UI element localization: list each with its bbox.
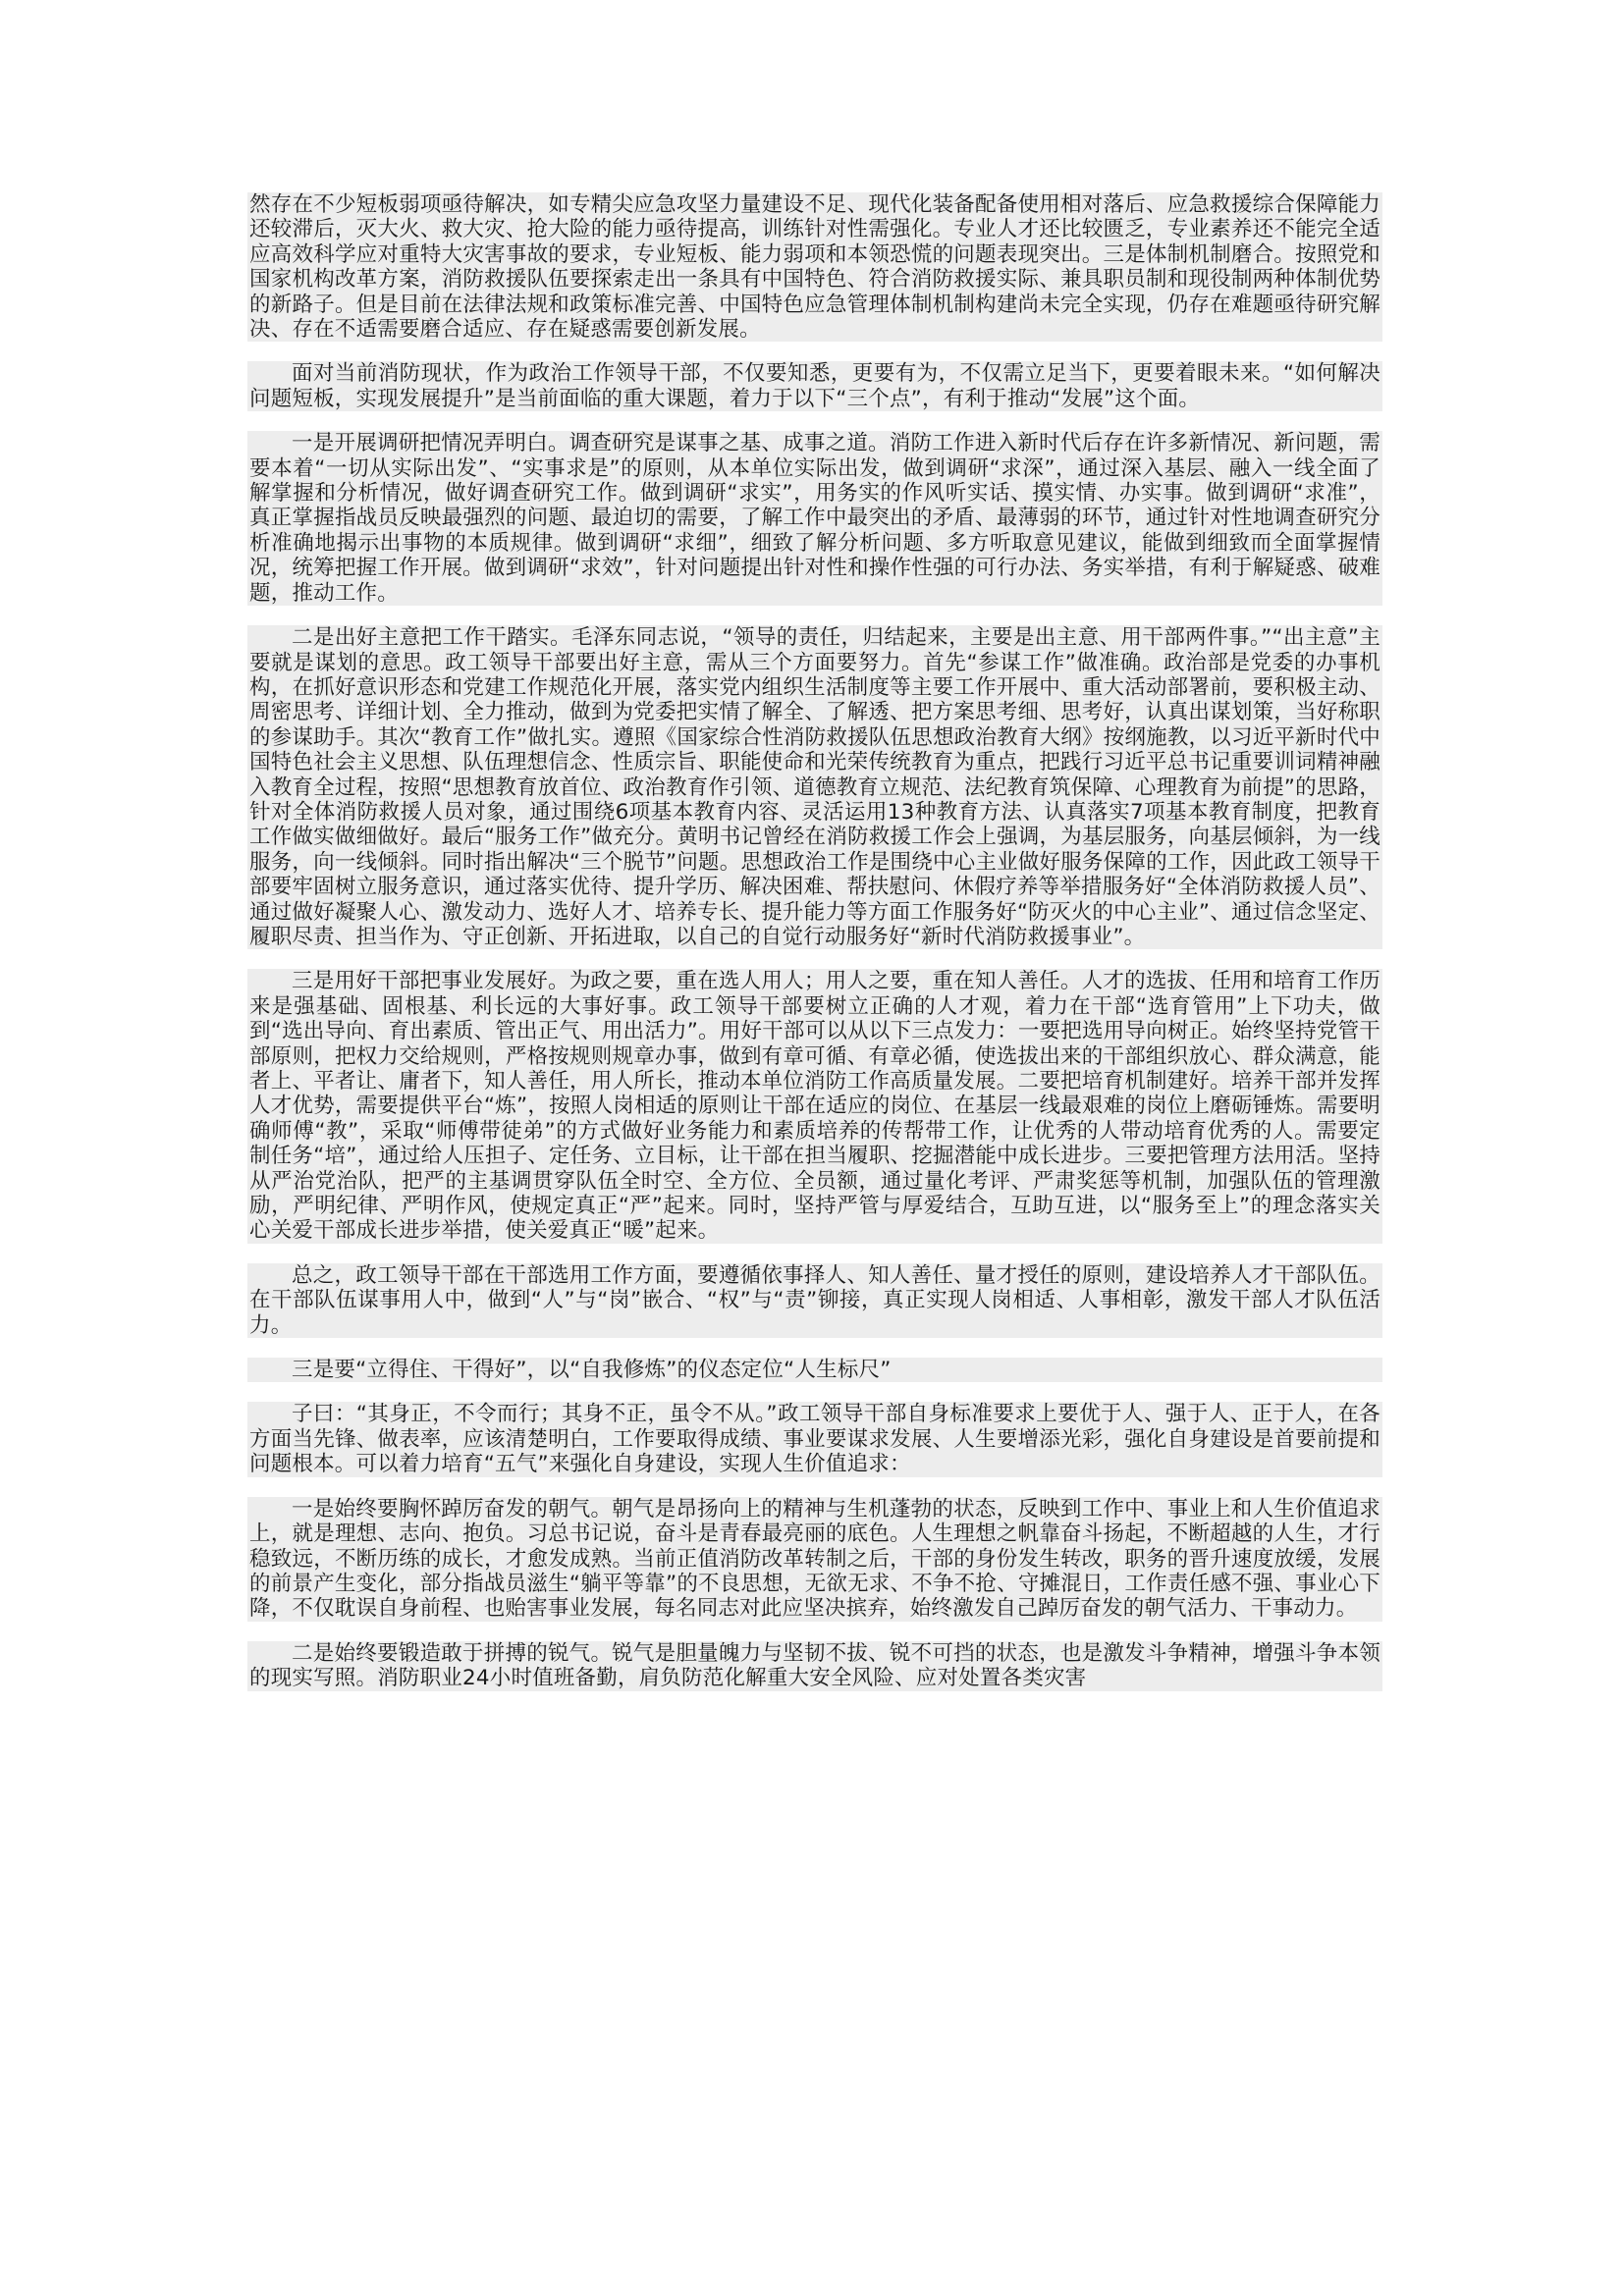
paragraph: 总之，政工领导干部在干部选用工作方面，要遵循依事择人、知人善任、量才授任的原则，建设培养人才干部队伍。在干部队伍谋事用人中，做到“人”与“岗”嵌合、“权”与“责”铆接，真正实现人岗相适、人事相彰，激发干部人才队伍活力。 [249,1262,1380,1338]
paragraph: 面对当前消防现状，作为政治工作领导干部，不仅要知悉，更要有为，不仅需立足当下，更要着眼未来。“如何解决问题短板，实现发展提升”是当前面临的重大课题，着力于以下“三个点”，有利于推动“发展”这个面。 [249,361,1380,411]
paragraph: 子曰：“其身正，不令而行；其身不正，虽令不从。”政工领导干部自身标准要求上要优于人、强于人、正于人，在各方面当先锋、做表率，应该清楚明白，工作要取得成绩、事业要谋求发展、人生要增添光彩，强化自身建设是首要前提和问题根本。可以着力培育“五气”来强化自身建设，实现人生价值追求： [249,1402,1380,1477]
paragraph: 一是开展调研把情况弄明白。调查研究是谋事之基、成事之道。消防工作进入新时代后存在许多新情况、新问题，需要本着“一切从实际出发”、“实事求是”的原则，从本单位实际出发，做到调研“求深”，通过深入基层、融入一线全面了解掌握和分析情况，做好调查研究工作。做到调研“求实”，用务实的作风听实话、摸实情、办实事。做到调研“求准”，真正掌握指战员反映最强烈的问题、最迫切的需要，了解工作中最突出的矛盾、最薄弱的环节，通过针对性地调查研究分析准确地揭示出事物的本质规律。做到调研“求细”，细致了解分析问题、多方听取意见建议，能做到细致而全面掌握情况，统筹把握工作开展。做到调研“求效”，针对问题提出针对性和操作性强的可行办法、务实举措，有利于解疑惑、破难题，推动工作。 [249,431,1380,606]
document-body [247,192,1382,1711]
paragraph: 二是始终要锻造敢于拼搏的锐气。锐气是胆量魄力与坚韧不拔、锐不可挡的状态，也是激发斗争精神，增强斗争本领的现实写照。消防职业24小时值班备勤，肩负防范化解重大安全风险、应对处置各类灾害 [249,1640,1380,1691]
paragraph: 然存在不少短板弱项亟待解决，如专精尖应急攻坚力量建设不足、现代化装备配备使用相对落后、应急救援综合保障能力还较滞后，灭大火、救大灾、抢大险的能力亟待提高，训练针对性需强化。专业人才还比较匮乏，专业素养还不能完全适应高效科学应对重特大灾害事故的要求，专业短板、能力弱项和本领恐慌的问题表现突出。三是体制机制磨合。按照党和国家机构改革方案，消防救援队伍要探索走出一条具有中国特色、符合消防救援实际、兼具职员制和现役制两种体制优势的新路子。但是目前在法律法规和政策标准完善、中国特色应急管理体制机制构建尚未完全实现，仍存在难题亟待研究解决、存在不适需要磨合适应、存在疑惑需要创新发展。 [249,192,1380,343]
paragraph: 一是始终要胸怀踔厉奋发的朝气。朝气是昂扬向上的精神与生机蓬勃的状态，反映到工作中、事业上和人生价值追求上，就是理想、志向、抱负。习总书记说，奋斗是青春最亮丽的底色。人生理想之帆靠奋斗扬起，不断超越的人生，才行稳致远，不断历练的成长，才愈发成熟。当前正值消防改革转制之后，干部的身份发生转改，职务的晋升速度放缓，发展的前景产生变化，部分指战员滋生“躺平等靠”的不良思想，无欲无求、不争不抢、守摊混日，工作责任感不强、事业心下降，不仅耽误自身前程、也贻害事业发展，每名同志对此应坚决摈弃，始终激发自己踔厉奋发的朝气活力、干事动力。 [249,1496,1380,1622]
section-heading: 三是要“立得住、干得好”，以“自我修炼”的仪态定位“人生标尺” [247,1358,1382,1382]
paragraph: 三是用好干部把事业发展好。为政之要，重在选人用人；用人之要，重在知人善任。人才的选拔、任用和培育工作历来是强基础、固根基、利长远的大事好事。政工领导干部要树立正确的人才观，着力在干部“选育管用”上下功夫，做到“选出导向、育出素质、管出正气、用出活力”。用好干部可以从以下三点发力：一要把选用导向树正。始终坚持党管干部原则，把权力交给规则，严格按规则规章办事，做到有章可循、有章必循，使选拔出来的干部组织放心、群众满意，能者上、平者让、庸者下，知人善任，用人所长，推动本单位消防工作高质量发展。二要把培育机制建好。培养干部并发挥人才优势，需要提供平台“炼”，按照人岗相适的原则让干部在适应的岗位、在基层一线最艰难的岗位上磨砺锤炼。需要明确师傅“教”，采取“师傅带徒弟”的方式做好业务能力和素质培养的传帮带工作，让优秀的人带动培育优秀的人。需要定制任务“培”，通过给人压担子、定任务、立目标，让干部在担当履职、挖掘潜能中成长进步。三要把管理方法用活。坚持从严治党治队，把严的主基调贯穿队伍全时空、全方位、全员额，通过量化考评、严肃奖惩等机制，加强队伍的管理激励，严明纪律、严明作风，使规定真正“严”起来。同时，坚持严管与厚爱结合，互助互进，以“服务至上”的理念落实关心关爱干部成长进步举措，使关爱真正“暖”起来。 [249,969,1380,1244]
paragraph: 二是出好主意把工作干踏实。毛泽东同志说，“领导的责任，归结起来，主要是出主意、用干部两件事。”“出主意”主要就是谋划的意思。政工领导干部要出好主意，需从三个方面要努力。首先“参谋工作”做准确。政治部是党委的办事机构，在抓好意识形态和党建工作规范化开展，落实党内组织生活制度等主要工作开展中、重大活动部署前，要积极主动、周密思考、详细计划、全力推动，做到为党委把实情了解全、了解透、把方案思考细、思考好，认真出谋划策，当好称职的参谋助手。其次“教育工作”做扎实。遵照《国家综合性消防救援队伍思想政治教育大纲》按纲施教，以习近平新时代中国特色社会主义思想、队伍理想信念、性质宗旨、职能使命和光荣传统教育为重点，把践行习近平总书记重要训词精神融入教育全过程，按照“思想教育放首位、政治教育作引领、道德教育立规范、法纪教育筑保障、心理教育为前提”的思路，针对全体消防救援人员对象，通过围绕6项基本教育内容、灵活运用13种教育方法、认真落实7项基本教育制度，把教育工作做实做细做好。最后“服务工作”做充分。黄明书记曾经在消防救援工作会上强调，为基层服务，向基层倾斜，为一线服务，向一线倾斜。同时指出解决“三个脱节”问题。思想政治工作是围绕中心主业做好服务保障的工作，因此政工领导干部要牢固树立服务意识，通过落实优待、提升学历、解决困难、帮扶慰问、休假疗养等举措服务好“全体消防救援人员”、通过做好凝聚人心、激发动力、选好人才、培养专长、提升能力等方面工作服务好“防灭火的中心主业”、通过信念坚定、履职尽责、担当作为、守正创新、开拓进取，以自己的自觉行动服务好“新时代消防救援事业”。 [249,625,1380,949]
